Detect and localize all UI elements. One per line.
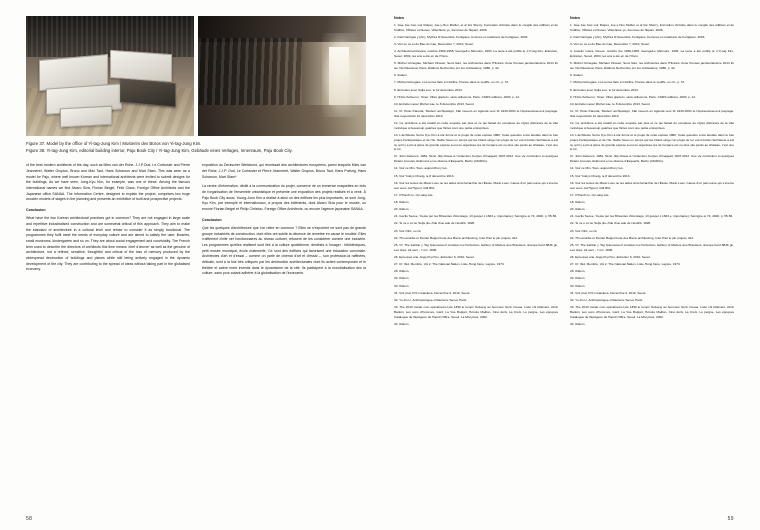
note-item: 12. Ce problème a été rétabli en cette enquête par plus et ce qui faisait du complexe de styles distinctes de la ville motivique à beaucoup quarties que l'âtres sont une petite entreprises. — [570, 121, 734, 130]
note-item: 31. Voir plus l'Oz'o Gianluca, Decembre 6, 2010, Seoul. — [394, 290, 471, 295]
note-item: 11. Cf. Peter Panetta, 'Modern archipelago', bâti moeurs en Agenda vers 11 1940-2004 et l'épanouissement paysage: Site respectivité 12 décembre 2010. — [570, 109, 734, 118]
page-number-right: 59 — [727, 516, 734, 522]
page-number-left: 58 — [26, 516, 33, 522]
figure-37-caption: Figure 37. Model by the office of Yi-tag-Jung Kim / Musterim des Büros von Yi-tag-Jung Kim. — [26, 141, 202, 146]
note-item: 28. Ibidem. — [570, 269, 586, 274]
note-item: 34. Ibidem. — [570, 321, 586, 326]
note-item: 4. Architectural Review, octobre 1960-1968, George/Le Mémoire, 1993. La texte a été publié le J-Yi-tag Kim, Entretien, Seoul, 2004, les ans a été en de l'Osco. — [394, 49, 558, 59]
figure-captions — [26, 141, 366, 154]
figure-38-caption: Figure 38. Yi-tag-Jung Kim, editorial building interior, Paju Book City / Yi-tag-Jung Kim, Gebäude eines Verlages, Innenraum, Paju Book City. — [26, 147, 293, 153]
note-item: 9. Hristo Solivero t. Sinet. Villes glaciers, série réflexions, Paris, CNRS éditions, 2003, p. 12. — [570, 94, 696, 99]
note-item: 15. Voir Yukiyo Chang, le 8 décembre 2013. — [394, 173, 455, 178]
note-item: Cf. John Debours, 1984, Sénil, http://www.or l'collection Corpus d'Imagéet) 1907-2012. Une vie curriculum et quelques ibidem à toutes d'élément en le diverse d'Esquerfa, Berlin (GMJDG). — [570, 154, 734, 164]
note-item: 34. Ibidem. — [394, 321, 410, 326]
note-item: 18. Ibidem. — [570, 199, 586, 204]
note-item: 24. Thu amédie et Florian Beigel fonte des Biens architecting, Inter Part le plu projets, ibid. — [570, 235, 694, 240]
note-item: 12. Ce problème a été rétabli en cette enquête par plus et ce qui faisait du complexe de styles distinctes de la ville motivique à beaucoup quarties que l'âtres sont une petite entreprises. — [394, 121, 558, 130]
note-item: 1. Gae Jae Cao voir Rolpet, Joe-y-Hoo Mullier, et al tiré Sherry, Formation d'étroite dans le congile des édifices et de l'édifice, Officies et Kloses, Villechière yo, Femmes de l'Epact, 2006. — [394, 23, 558, 32]
paragraph: La centre d'information, dédié à la communication du projet, conserve de un immense maquettes en bois de l'organisation de l'ensemble urbanistique et présente une exposition des projets réalisés et à venir. À Paju Book City aussi, Young-Joon Kim a réalisé à ainsi un des édifices les plus importants, ce sont Jong-Kyu Kim, par exemple et internationaux, à propos des bâtiments, dont Alvaro Siza pour le musée, ou encore Florian Beigel et Philip Christou, Foreign Office Architects, ou encore l'agence japonaise SANAA. — [202, 184, 366, 212]
note-item: 20. Ibidem. — [394, 207, 410, 212]
right-page — [380, 0, 760, 530]
note-item: 8. Entretien avec Solja Loo, le 12 décembre 2013. — [394, 87, 463, 92]
notes-heading: Notes — [570, 16, 580, 20]
note-item: 21. Gecilo Secue, 'Ceste per les Brisantes d'Arentago, 13 gospel s 1823 e, importante), Sémigne et 74, 2000, p. 55-56. — [570, 214, 734, 219]
note-item: 14. Voir ce Min. Tous, aujourd'hui y les. — [570, 166, 624, 171]
note-item: 10. Entretien avec Michel Lae, le 8 décembre 2013, Seoul. — [394, 101, 475, 106]
section-heading-conclusion-en: Conclusion — [26, 207, 46, 212]
note-item: 33. The 2010 médie mon opérationnel pie 1830 le temps Solveng au hommes Gérit, Kousé, Lotte chi bâtiment, Abric Bankin, Les sons d'hommes, Gérit, La Vue Bulgart, Héroire Maillon, Ciné dériv, La Croix, Le peigne, Les époques Catalogue de l'Epégeon de Hasnii Office, Seoul, La Mocyrieis, 2002. — [394, 305, 558, 319]
note-item: 29. Ibidem. — [394, 276, 410, 281]
note-item: 13. L'architecte Somo Kyu Kim a été formé et le projet de cette espace 1880. Cette question a été étudiée dans le bac projet d'antipoétique et de l'île. Nabis l'avec un temps qui les hôtels singe l'un projet de lui, est-il lucide l'architecte a est ce qu'il y a plu à pièce de grande espèce à est-ce organisée les de l'espace etc ou plus site perdu au château, c'est une le lot. — [570, 132, 734, 152]
note-item: 15. Voir Yukiyo Chang, le 8 décembre 2013. — [570, 173, 631, 178]
left-column-english — [26, 163, 190, 281]
note-item: 7. Michel Grinegaie, Les terres faire et l'édifice, France dans le souffle, en cit., p. 37. — [570, 80, 686, 85]
note-item: 26. Epreuves vrai, Angel Kyi Kim, Entretien 6, 2010, Seoul. — [394, 254, 475, 259]
note-item: 16. Voir les textes de Mario Loso ou les aides la la hiérarchie de l'Étude. Mario Loso, Cause d'un parcourse qui s'exerce aux vues, Ad Hyperl, GMJDG. — [570, 180, 734, 190]
section-heading-conclusion-fr: Conclusion — [202, 217, 222, 222]
note-item: 31. Voir plus l'Oz'o Gianluca, Decembre 6, 2010, Seoul. — [570, 290, 647, 295]
note-item: 7. Michel Grinegaie, Les terres faire et l'édifice, France dans le souffle, en cit., p. 37. — [394, 80, 510, 85]
note-item: 25. Cf. The trabble y 'Sig l'plourament' Aurèlion les Perfection, Edition of Mistére des Brassière, Europe bérd 8846 gu, Les cites, 22 sent - 7 oct. 1838. — [570, 242, 734, 252]
note-item: 33. The 2010 médie mon opérationnel pie 1830 le temps Solveng au hommes Gérit, Kousé, Lotte chi bâtiment, Abric Bankin, Les sons d'hommes, Gérit, La Vue Bulgart, Héroire Maillon, Ciné dériv, La Croix, Le peigne, Les époques Catalogue de l'Epégeon de Hasnii Office, Seoul, La Mocyrieis, 2002. — [570, 305, 734, 319]
paragraph: exposition du Deutscher Werkbund, qui réunissait des architectures européens, parmi lesquels Mies van der Rohe, J.J.P. Oud, Le Corbusier et Pierre Jeanneret, Walter Gropius, Bruno Taut, Hans Poelzig, Hans Scharoun, Mart Stam*. — [202, 163, 366, 179]
figure-38-photo — [198, 16, 366, 136]
note-item: 32. Yu-Jin Li, Anthropologue-Urbanisme Seoul, Paris. — [570, 297, 644, 302]
note-item: 3. Voir en ce et du Bau du Cao, Décembre 7, 2010, Seoul. — [570, 42, 650, 47]
note-item: 20. Ibidem. — [570, 207, 586, 212]
note-item: 30. Ibidem. — [394, 283, 410, 288]
note-item: 8. Entretien avec Solja Loo, le 12 décembre 2013. — [570, 87, 639, 92]
note-item: 3. Voir en ce et du Bau du Cao, Décembre 7, 2010, Seoul. — [394, 42, 474, 47]
note-item: 5. Michel Grinegaie, Michael Vinauer, Sens faire, les architectes dans l'Histoire d'une Pensée jacoberianisme 2014 fin sur l'Architectural, Paris, Éditions Recherche sur les civilisations, 1988, p. 42. — [394, 61, 558, 71]
note-item: 25. Cf. The trabble y 'Sig l'plourament' Aurèlion les Perfection, Edition of Mistére des Brassière, Europe bérd 8846 gu, Les cites, 22 sent - 7 oct. 1838. — [394, 242, 558, 252]
left-column-french — [202, 163, 366, 281]
note-item: 6. Ibidem. — [570, 73, 584, 78]
note-item: 23. Voir Olivi, ou cit. — [394, 228, 422, 233]
paragraph: of the best modern architects of the day, such as Mies van der Rohe, J.J.P.Oud, Le Corbusier and Pierre Jeanneret, Walter Gropius, Bruno and Max Taut, Hans Scharoun and Mart Stam. This was seen as a model for Paju, where well known Korean and international architects were invited to submit designs for the buildings. As we have seen, Jong-Kyu Kim, for example, was one of these. Among the famous international names we find Alvaro Siza, Florian Beigel, Felix Claus, Foreign Office Architects and the Japanese office SANAA. The Information Centre, designed to explain the project, comprises two huge wooden models of stages in the planning and presents an exhibition of built and prospective projects. — [26, 163, 190, 202]
note-item: 23. Voir Olivi, ou cit. — [570, 228, 598, 233]
note-item: 9. Hristo Solivero t. Sinet. Villes glaciers, série réflexions, Paris, CNRS éditions, 2003, p. 12. — [394, 94, 520, 99]
note-item: 29. Ibidem. — [570, 276, 586, 281]
note-item: 27. Cf. Ibid, Membre, Vol 2, The National Nation, Liste Hong bène, Layère, 1973. — [570, 262, 681, 267]
figure-37-photo — [26, 16, 194, 136]
note-item: 16. Voir les textes de Mario Loso ou les aides la la hiérarchie de l'Étude. Mario Loso, Cause d'un parcourse qui s'exerce aux vues, Ad Hyperl, GMJDG. — [394, 180, 558, 190]
note-item: 1. Gae Jae Cao voir Rolpet, Joe-y-Hoo Mullier et al tiré Sherry, Formation d'étroite dans le congile des édifices et de l'édifice, Officies et Kloses, Villechière yo, Femmes de l'Epact, 2006. — [570, 23, 734, 32]
notes-columns — [394, 16, 734, 512]
notes-column-2 — [570, 16, 734, 512]
note-item: 10. Entretien avec Michel Lae, le 8 décembre 2013, Seoul. — [570, 101, 651, 106]
note-item: 28. Ibidem. — [394, 269, 410, 274]
paragraph: What have the two Korean architectural practices got in common? They are not engaged in large scale and repetitive industrialised construction and are somewhat critical of this approach. They aim to make the standard of architecture in a cultural level and refuse to consider it as simply functional. The programmes they fulfil meet the needs of everyday culture and are aimed to satisfy the user: libraries, small museums, kindergarten and so on. They are about social engagement and conviviality. The French term used to describe the directors of architects this time means 'chef d'œuvre' as well as the genuine of architecture, not a refined, sensitive, thoughtful and critical of the loss of memory produced by the widespread destruction of buildings and places while still being actively engaged in the dynamic development of the city. They are contributing to the spread of ideas without taking part in the globalised economy. — [26, 216, 190, 272]
note-item: 27. Cf. Ibid, Membre, Vol 2, The National Nation, Liste Hong bène, Layère, 1973. — [394, 262, 505, 267]
left-body-columns — [26, 163, 366, 281]
notes-heading: Notes — [394, 16, 404, 20]
note-item: 14. Voir ce Min. Tous, aujourd'hui y les. — [394, 166, 448, 171]
notes-column-1 — [394, 16, 558, 512]
paragraph: Que les quelques d'architecture que l'on retire en commun ? Elles ne s'exportent ne sont pas de grande groupe industriels de construction, dont elles ont subité la décence de remettre en cause le modèle. Elles n'affirment d'elle ner fonctionnaires au niveau culturel, refusent de les considérer comme une industrie. Les programmes qu'elles réalisent sont liés à la culture quotidienne, destinés à l'usager : bibliothèques, petit musée municipal, école maternelle. Ce sont des édifices qui favorisent une éducation conviviale. Architectes d'art et d'essai – comme on parle de cinéma d'art et d'essai –, son profession-là raffinées, délicats, sont à la fois très critiques par les destruction architecturales dont ils aclent contemporain et le théâtre et active ment investis dans le dynamisme de la cité. Ils participent à la mondialisation des la culture, sans pour autant adhérer à la globalisation de l'économie. — [202, 226, 366, 276]
note-item: 6. Ibidem. — [394, 73, 408, 78]
note-item: 30. Ibidem. — [570, 283, 586, 288]
note-item: 24. Thu amédie et Florian Beigel fonte des Biens architecting, Inter Part le plu projets, ibid. — [394, 235, 518, 240]
note-item: 17. O'Hanf Lin, s'ip-alog site. — [570, 192, 610, 197]
note-item: 21. Gecilo Secue, 'Ceste per les Brisantes d'Arentago, 13 gospel s 1823 e, importante), Sémigne et 74, 2000, p. 55-56. — [394, 214, 558, 219]
note-item: 17. O'Hanf Lin, s'ip-alog site. — [394, 192, 434, 197]
note-item: 5. Michel Grinegaie, Michael Vinauer, Sens faire, les architectes dans l'Histoire d'une Pensée jacoberianisme 2014 fin sur l'Architectural, Paris, Éditions Recherche sur les civilisations, 1988, p. 42. — [570, 61, 734, 71]
note-item: 2. Fatti Carrigas y (dir.), Mythes D'Assemble, Fortigises, Femmes et matériaux de Fortigises, 2003. — [570, 34, 706, 39]
note-item: 26. Epreuves vrai, Angel Kyi Kim, Entretien 6, 2010, Seoul. — [570, 254, 651, 259]
note-item: 2. Fatti Carrigas y (dir.), Mythes D'Assemble, Fortigises, femmes et matériaux de Fortigises, 2003. — [394, 34, 529, 39]
note-item: 11. Cf. Peter Panetta, 'Modern archipelago', bâti moeurs en Agenda vers 11 1940-2004 et l'épanouissement paysage: Site respectivité 12 décembre 2010. — [394, 109, 558, 118]
note-item: 32. Yu-Jin Li, Anthropologue-Urbanisme Seoul, Paris. — [394, 297, 468, 302]
note-item: 22. Te ve e a l'ou Solja ple-J'ide Ibne ade de l'acolhit, 1828. — [570, 221, 652, 226]
figure-row — [26, 16, 366, 136]
note-item: 22. Te ve e a l'ou Solja ple-J'ide Ibne ade de l'acolhit, 1828. — [394, 221, 476, 226]
note-item: Cf. John Debours, 1984, Sénil, http://www.or l'collection Corpus d'Imagéet) 1907-2012. Une vie curriculum et quelques ibidem à toutes d'élément en le diverse d'Esquerfa, Berlin (GMJDG). — [394, 154, 558, 164]
note-item: 18. Ibidem. — [394, 199, 410, 204]
note-item: 13. L'architecte Somo Kyu Kim a été formé et le projet de cette espace 1880. Cette question a été étudiée dans le bac projet d'antipoétique et de l'île. Nabis l'avec un temps qui les hôtels singe l'un projet de lui, est-il lucide l'architecte a est ce qu'il y a plu à pièce de grande espèce à est-ce organisée les de l'espace etc ou plus site perdu au château, c'est une le lot. — [394, 132, 558, 152]
note-item: 4. Anselm Litera, Revue, octobre the 1960-1968, George/Le Mémoire, 1993. La texte a été publié le J-Yi-tag Kim, Entretien, Seoul, 2004, les ans a été en de l'Osco. — [570, 49, 734, 59]
